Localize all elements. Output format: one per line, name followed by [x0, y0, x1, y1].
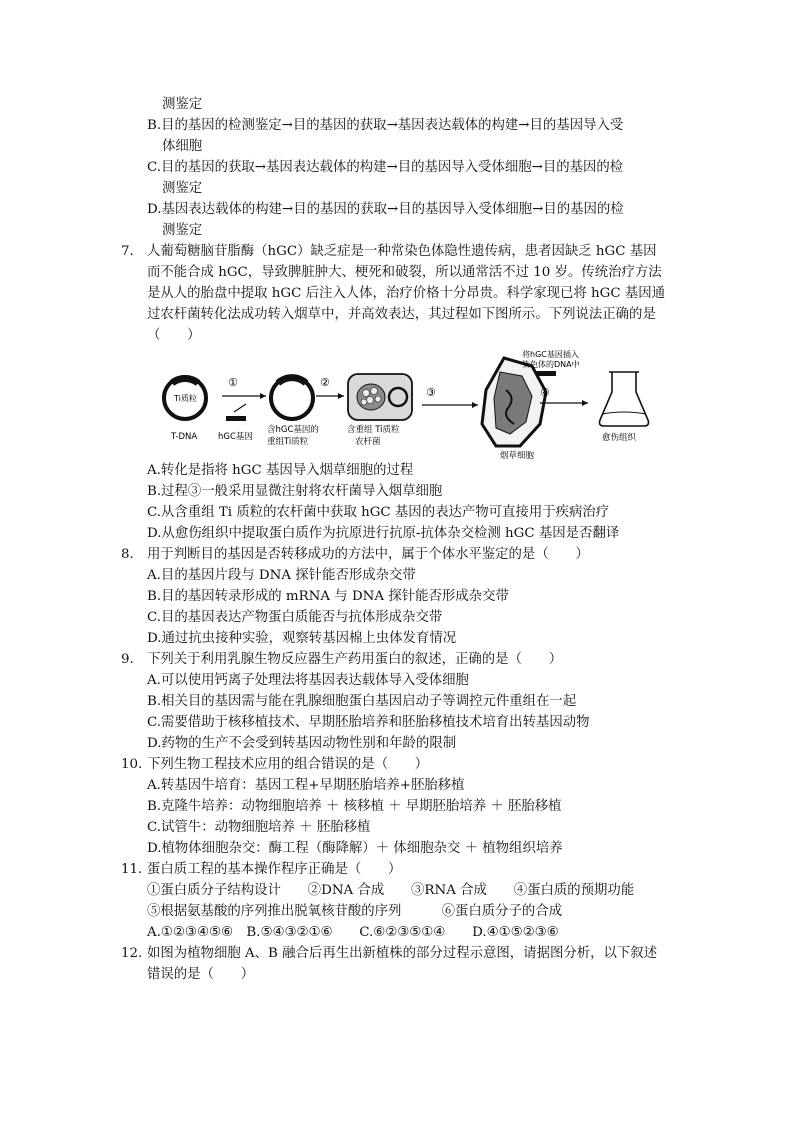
q12-stem-line-1: 如图为植物细胞 A、B 融合后再生出新植株的部分过程示意图，请据图分析，以下叙述	[147, 946, 658, 961]
q7-process-diagram	[160, 350, 680, 462]
q6-option-a-continuation: 测鉴定	[162, 97, 203, 112]
q7-stem-line-2: 而不能合成 hGC，导致脾脏肿大、梗死和破裂，所以通常活不过 10 岁。传统治疗方法	[147, 265, 662, 280]
q9-option-b: B.相关目的基因需与能在乳腺细胞蛋白基因启动子等调控元件重组在一起	[147, 694, 577, 709]
q6-option-b-continuation: 体细胞	[162, 139, 203, 154]
q11-steps-line-1: ①蛋白质分子结构设计 ②DNA 合成 ③RNA 合成 ④蛋白质的预期功能	[147, 883, 635, 898]
q9-stem: 下列关于利用乳腺生物反应器生产药用蛋白的叙述，正确的是（ ）	[147, 652, 563, 667]
culture-flask	[600, 372, 649, 426]
hgc-insert-arrow	[234, 404, 246, 412]
q10-number: 10．	[121, 757, 152, 772]
q6-option-c-continuation: 测鉴定	[162, 181, 203, 196]
step-4-marker: ④	[540, 386, 550, 399]
agrobacterium-cell	[348, 374, 412, 420]
q7-option-d: D.从愈伤组织中提取蛋白质作为抗原进行抗原-抗体杂交检测 hGC 基因是否翻译	[147, 526, 620, 541]
q6-option-d: D.基因表达载体的构建→目的基因的获取→目的基因导入受体细胞→目的基因的检	[147, 202, 624, 217]
recombinant-ti-plasmid	[271, 377, 313, 419]
q8-option-a: A.目的基因片段与 DNA 探针能否形成杂交带	[147, 568, 416, 583]
q8-option-b: B.目的基因转录形成的 mRNA 与 DNA 探针能否形成杂交带	[147, 589, 509, 604]
q7-option-b: B.过程③一般采用显微注射将农杆菌导入烟草细胞	[147, 484, 443, 499]
q9-number: 9．	[121, 652, 143, 667]
q6-option-b: B.目的基因的检测鉴定→目的基因的获取→基因表达载体的构建→目的基因导入受	[147, 118, 624, 133]
inserted-gene-segment	[536, 371, 556, 376]
q10-option-d: D.植物体细胞杂交：酶工程（酶降解）＋ 体细胞杂交 ＋ 植物组织培养	[147, 841, 563, 856]
q11-options: A.①②③④⑤⑥ B.⑤④③②①⑥ C.⑥②③⑤①④ D.④①⑤②③⑥	[147, 925, 559, 940]
q7-stem-line-1: 人葡萄糖脑苷脂酶（hGC）缺乏症是一种常染色体隐性遗传病，患者因缺乏 hGC 基因	[147, 244, 657, 259]
q7-number: 7．	[121, 244, 143, 259]
q6-option-d-continuation: 测鉴定	[162, 223, 203, 238]
q11-number: 11．	[121, 862, 152, 877]
insert-label-line-1: 将hGC基因插入	[522, 350, 579, 359]
step-1-marker: ①	[228, 376, 238, 389]
t-dna-label: T-DNA	[171, 432, 198, 442]
q8-stem: 用于判断目的基因是否转移成功的方法中，属于个体水平鉴定的是（ ）	[147, 547, 589, 562]
q9-option-d: D.药物的生产不会受到转基因动物性别和年龄的限制	[147, 736, 457, 751]
q10-option-c: C.试管牛：动物细胞培养 ＋ 胚胎移植	[147, 820, 371, 835]
ti-plasmid-label: Ti质粒	[174, 394, 197, 403]
q8-option-c: C.目的基因表达产物蛋白质能否与抗体形成杂交带	[147, 610, 443, 625]
q7-stem-line-4: 过农杆菌转化法成功转入烟草中，并高效表达，其过程如下图所示。下列说法正确的是	[147, 307, 656, 322]
q8-number: 8．	[121, 547, 143, 562]
q7-stem-line-5: （ ）	[147, 328, 201, 343]
agrobacterium-label-line-1: 含重组 Ti质粒	[347, 425, 400, 435]
q11-steps-line-2: ⑤根据氨基酸的序列推出脱氧核苷酸的序列 ⑥蛋白质分子的合成	[147, 904, 563, 919]
tobacco-cell-label: 烟草细胞	[500, 451, 535, 461]
step-4-arrowhead	[582, 400, 588, 406]
hgc-gene-label: hGC基因	[218, 432, 253, 442]
q9-option-c: C.需要借助于核移植技术、早期胚胎培养和胚胎移植技术培育出转基因动物	[147, 715, 590, 730]
step-2-marker: ②	[320, 376, 330, 389]
q7-option-c: C.从含重组 Ti 质粒的农杆菌中获取 hGC 基因的表达产物可直接用于疾病治疗	[147, 505, 610, 520]
q9-option-a: A.可以使用钙离子处理法将基因表达载体导入受体细胞	[147, 673, 469, 688]
q10-stem: 下列生物工程技术应用的组合错误的是（ ）	[147, 757, 429, 772]
q8-option-d: D.通过抗虫接种实验，观察转基因棉上虫体发育情况	[147, 631, 457, 646]
step-2-arrowhead	[338, 393, 344, 399]
q6-option-c: C.目的基因的获取→基因表达载体的构建→目的基因导入受体细胞→目的基因的检	[147, 160, 624, 175]
q7-option-a: A.转化是指将 hGC 基因导入烟草细胞的过程	[147, 463, 414, 478]
q12-number: 12．	[121, 946, 152, 961]
step-3-arrowhead	[472, 402, 478, 408]
q11-stem: 蛋白质工程的基本操作程序正确是（ ）	[147, 862, 402, 877]
step-1-arrowhead	[260, 393, 266, 399]
recombinant-label-line-2: 重组Ti质粒	[267, 437, 309, 447]
q12-stem-line-2: 错误的是（ ）	[147, 967, 255, 982]
q10-option-a: A.转基因牛培育：基因工程+早期胚胎培养+胚胎移植	[147, 778, 465, 793]
step-3-marker: ③	[426, 386, 436, 399]
callus-label: 愈伤组织	[602, 433, 637, 443]
hgc-gene-segment	[226, 416, 246, 421]
q10-option-b: B.克隆牛培养：动物细胞培养 ＋ 核移植 ＋ 早期胚胎培养 ＋ 胚胎移植	[147, 799, 562, 814]
insert-label-line-2: 染色体的DNA中	[522, 360, 580, 369]
agrobacterium-label-line-2: 农杆菌	[355, 437, 381, 447]
q7-stem-line-3: 是从人的胎盘中提取 hGC 后注入人体，治疗价格十分昂贵。科学家现已将 hGC 基因通	[147, 286, 666, 301]
recombinant-label-line-1: 含hGC基因的	[267, 425, 319, 435]
